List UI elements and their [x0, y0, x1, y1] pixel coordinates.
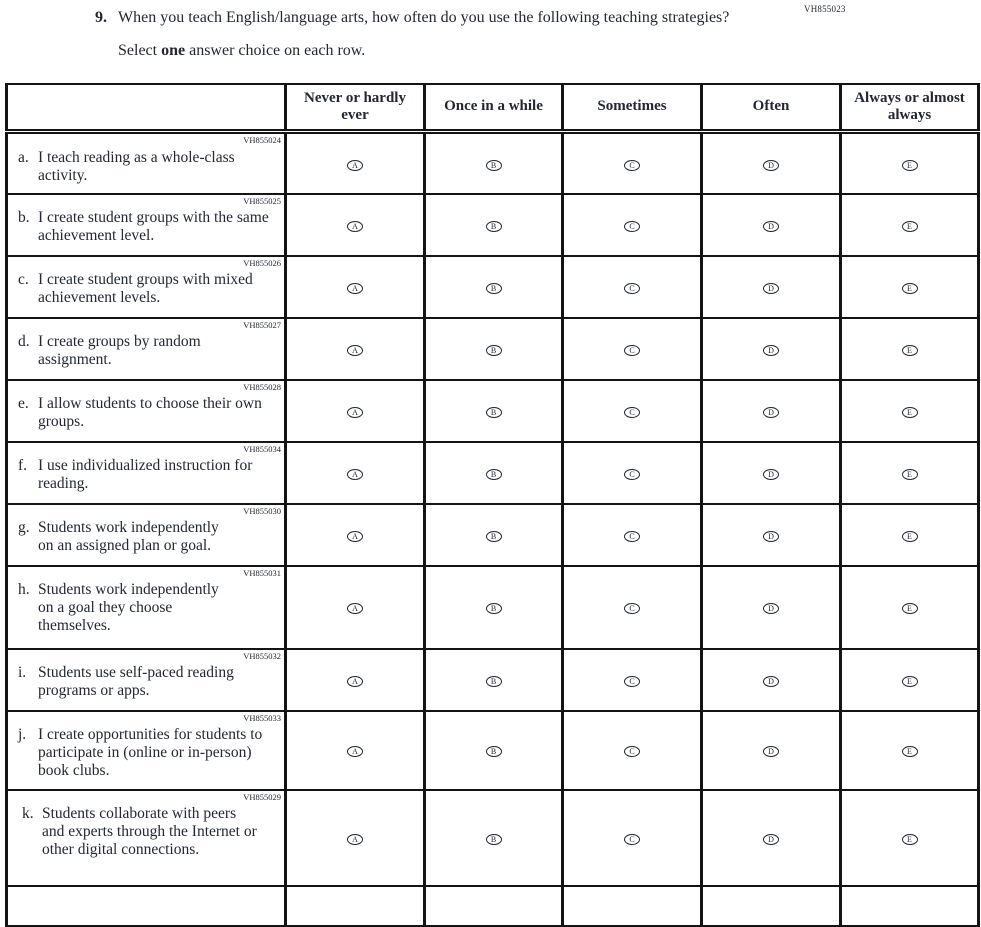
answer-bubble-d[interactable]: D — [763, 469, 779, 480]
answer-bubble-e[interactable]: E — [902, 834, 918, 845]
row-letter: g. — [18, 519, 30, 537]
row-text: I create opportunities for students to participate in (online or in-person) book clubs. — [38, 726, 263, 779]
answer-cell — [425, 566, 563, 649]
answer-cell — [841, 442, 979, 504]
statement-cell — [7, 790, 286, 886]
column-header-once-in-a-while: Once in a while — [425, 84, 563, 132]
answer-bubble-c[interactable]: C — [624, 407, 640, 418]
statement-cell — [7, 504, 286, 566]
answer-bubble-d[interactable]: D — [763, 345, 779, 356]
answer-bubble-b[interactable]: B — [486, 160, 502, 171]
answer-bubble-c[interactable]: C — [624, 469, 640, 480]
column-header-always: Always or almost always — [841, 84, 979, 132]
answer-cell — [841, 380, 979, 442]
answer-cell — [286, 380, 425, 442]
answer-cell — [702, 649, 841, 711]
answer-cell — [563, 256, 702, 318]
table-row — [7, 318, 979, 380]
answer-bubble-c[interactable]: C — [624, 603, 640, 614]
instruction-post: answer choice on each row. — [185, 42, 366, 60]
answer-bubble-a[interactable]: A — [347, 676, 363, 687]
answer-bubble-e[interactable]: E — [902, 221, 918, 232]
row-statement — [14, 149, 272, 184]
row-statement — [14, 805, 262, 858]
answer-bubble-a[interactable]: A — [347, 407, 363, 418]
answer-cell — [841, 132, 979, 194]
answer-bubble-c[interactable]: C — [624, 746, 640, 757]
row-letter: d. — [18, 333, 30, 351]
row-text: I use individualized instruction for reading. — [38, 457, 253, 493]
statement-cell — [7, 649, 286, 711]
answer-bubble-e[interactable]: E — [902, 160, 918, 171]
answer-cell — [286, 256, 425, 318]
answer-bubble-a[interactable]: A — [347, 283, 363, 294]
statement-cell — [7, 256, 286, 318]
answer-cell — [841, 790, 979, 886]
answer-cell — [702, 318, 841, 380]
answer-cell — [286, 194, 425, 256]
row-text: I create student groups with the same achievement level. — [38, 209, 269, 245]
answer-bubble-b[interactable]: B — [486, 603, 502, 614]
answer-bubble-d[interactable]: D — [763, 531, 779, 542]
answer-bubble-d[interactable]: D — [763, 407, 779, 418]
row-code: VH855031 — [243, 567, 281, 578]
answer-cell — [425, 132, 563, 194]
table-row — [7, 649, 979, 711]
question-number: 9. — [95, 9, 107, 26]
empty-header-cell — [7, 84, 286, 132]
answer-cell — [425, 886, 563, 926]
question-instruction — [118, 42, 981, 60]
answer-bubble-a[interactable]: A — [347, 160, 363, 171]
table-row — [7, 256, 979, 318]
row-text: Students collaborate with peers and experts through the Internet or other digital connections. — [42, 805, 257, 858]
answer-cell — [286, 790, 425, 886]
statement-cell — [7, 194, 286, 256]
statement-cell — [7, 886, 286, 926]
row-code: VH855026 — [243, 257, 281, 268]
answer-bubble-d[interactable]: D — [763, 746, 779, 757]
row-statement — [14, 664, 272, 699]
answer-bubble-e[interactable]: E — [902, 283, 918, 294]
row-code: VH855034 — [243, 443, 281, 454]
answer-cell — [702, 711, 841, 790]
answer-bubble-b[interactable]: B — [486, 531, 502, 542]
answer-cell — [425, 442, 563, 504]
row-statement — [14, 519, 236, 554]
answer-cell — [563, 711, 702, 790]
answer-cell — [702, 886, 841, 926]
answer-bubble-b[interactable]: B — [486, 676, 502, 687]
answer-cell — [702, 194, 841, 256]
column-header-never: Never or hardly ever — [286, 84, 425, 132]
answer-cell — [286, 504, 425, 566]
answer-bubble-c[interactable]: C — [624, 676, 640, 687]
answer-bubble-d[interactable]: D — [763, 834, 779, 845]
row-text: I create student groups with mixed achievement levels. — [38, 271, 253, 307]
answer-cell — [563, 649, 702, 711]
answer-bubble-c[interactable]: C — [624, 283, 640, 294]
answer-cell — [286, 886, 425, 926]
answer-cell — [286, 566, 425, 649]
answer-bubble-d[interactable]: D — [763, 283, 779, 294]
row-letter: f. — [18, 457, 28, 475]
answer-cell — [425, 504, 563, 566]
instruction-pre: Select — [118, 42, 162, 60]
row-letter: c. — [18, 271, 29, 289]
answer-bubble-e[interactable]: E — [902, 531, 918, 542]
answer-bubble-a[interactable]: A — [347, 746, 363, 757]
answer-cell — [702, 442, 841, 504]
answer-cell — [563, 194, 702, 256]
table-row — [7, 711, 979, 790]
answer-bubble-a[interactable]: A — [347, 469, 363, 480]
answer-bubble-a[interactable]: A — [347, 603, 363, 614]
row-code: VH855029 — [243, 791, 281, 802]
answer-bubble-d[interactable]: D — [763, 221, 779, 232]
column-header-often: Often — [702, 84, 841, 132]
answer-bubble-c[interactable]: C — [624, 531, 640, 542]
row-text: Students work independently on an assigned plan or goal. — [38, 519, 219, 555]
answer-bubble-c[interactable]: C — [624, 160, 640, 171]
row-statement — [14, 581, 236, 634]
answer-bubble-a[interactable]: A — [347, 531, 363, 542]
row-statement — [14, 457, 272, 492]
answer-cell — [841, 256, 979, 318]
row-statement — [14, 395, 272, 430]
table-row — [7, 442, 979, 504]
answer-cell — [563, 132, 702, 194]
answer-cell — [286, 132, 425, 194]
answer-cell — [286, 711, 425, 790]
row-code: VH855030 — [243, 505, 281, 516]
header-row — [7, 84, 979, 132]
table-row — [7, 790, 979, 886]
row-letter: b. — [18, 209, 30, 227]
answer-cell — [702, 504, 841, 566]
answer-bubble-c[interactable]: C — [624, 834, 640, 845]
row-letter: h. — [18, 581, 30, 599]
page-question-code: VH855023 — [804, 4, 846, 14]
table-row — [7, 504, 979, 566]
answer-bubble-c[interactable]: C — [624, 221, 640, 232]
answer-cell — [425, 318, 563, 380]
answer-cell — [563, 504, 702, 566]
answer-cell — [425, 256, 563, 318]
answer-bubble-b[interactable]: B — [486, 221, 502, 232]
row-letter: i. — [18, 664, 27, 682]
answer-cell — [286, 649, 425, 711]
answer-cell — [841, 886, 979, 926]
answer-bubble-b[interactable]: B — [486, 345, 502, 356]
row-letter: k. — [22, 805, 34, 823]
answer-bubble-e[interactable]: E — [902, 603, 918, 614]
answer-bubble-e[interactable]: E — [902, 676, 918, 687]
row-statement — [14, 209, 272, 244]
statement-cell — [7, 711, 286, 790]
answer-bubble-d[interactable]: D — [763, 160, 779, 171]
answer-cell — [425, 711, 563, 790]
table-body — [7, 132, 979, 926]
answer-cell — [563, 380, 702, 442]
answer-cell — [425, 790, 563, 886]
answer-bubble-b[interactable]: B — [486, 283, 502, 294]
row-code: VH855024 — [243, 135, 281, 146]
answer-bubble-c[interactable]: C — [624, 345, 640, 356]
row-text: Students use self-paced reading programs or apps. — [38, 664, 234, 700]
answer-cell — [286, 442, 425, 504]
answer-cell — [702, 256, 841, 318]
answer-cell — [841, 711, 979, 790]
answer-bubble-b[interactable]: B — [486, 407, 502, 418]
answer-cell — [702, 132, 841, 194]
row-letter: j. — [18, 726, 27, 744]
answer-cell — [563, 318, 702, 380]
table-row-cutoff — [7, 886, 979, 926]
row-statement — [14, 333, 272, 368]
answer-bubble-e[interactable]: E — [902, 746, 918, 757]
answer-cell — [425, 649, 563, 711]
statement-cell — [7, 442, 286, 504]
answer-cell — [702, 380, 841, 442]
row-statement — [14, 271, 272, 306]
row-text: I allow students to choose their own groups. — [38, 395, 262, 431]
answer-bubble-a[interactable]: A — [347, 834, 363, 845]
table-row — [7, 566, 979, 649]
row-text: I create groups by random assignment. — [38, 333, 201, 369]
row-letter: e. — [18, 395, 29, 413]
answer-bubble-d[interactable]: D — [763, 603, 779, 614]
answer-bubble-e[interactable]: E — [902, 407, 918, 418]
column-header-sometimes: Sometimes — [563, 84, 702, 132]
row-statement — [14, 726, 272, 779]
table-row — [7, 380, 979, 442]
answer-bubble-e[interactable]: E — [902, 469, 918, 480]
answer-cell — [425, 194, 563, 256]
row-code: VH855033 — [243, 712, 281, 723]
instruction-bold: one — [161, 42, 186, 60]
row-text: I teach reading as a whole-class activity. — [38, 148, 235, 184]
answer-bubble-b[interactable]: B — [486, 834, 502, 845]
row-code: VH855025 — [243, 195, 281, 206]
answer-cell — [702, 566, 841, 649]
question-text: When you teach English/language arts, how often do you use the following teaching strategies? — [118, 9, 730, 26]
answer-bubble-e[interactable]: E — [902, 345, 918, 356]
answer-bubble-b[interactable]: B — [486, 746, 502, 757]
statement-cell — [7, 566, 286, 649]
table-row — [7, 194, 979, 256]
answer-bubble-a[interactable]: A — [347, 345, 363, 356]
table-row — [7, 132, 979, 194]
answer-cell — [702, 790, 841, 886]
question-block — [95, 0, 981, 61]
row-letter: a. — [18, 148, 29, 166]
answer-bubble-a[interactable]: A — [347, 221, 363, 232]
statement-cell — [7, 380, 286, 442]
answer-bubble-d[interactable]: D — [763, 676, 779, 687]
answer-cell — [286, 318, 425, 380]
statement-cell — [7, 318, 286, 380]
answer-cell — [841, 566, 979, 649]
answer-cell — [425, 380, 563, 442]
row-code: VH855032 — [243, 650, 281, 661]
answer-cell — [563, 442, 702, 504]
answer-matrix-table — [5, 83, 980, 927]
answer-cell — [841, 318, 979, 380]
row-text: Students work independently on a goal they choose themselves. — [38, 581, 219, 634]
answer-bubble-b[interactable]: B — [486, 469, 502, 480]
answer-cell — [563, 790, 702, 886]
row-code: VH855027 — [243, 319, 281, 330]
answer-cell — [841, 649, 979, 711]
statement-cell — [7, 132, 286, 194]
answer-cell — [563, 886, 702, 926]
row-code: VH855028 — [243, 381, 281, 392]
answer-cell — [563, 566, 702, 649]
answer-cell — [841, 194, 979, 256]
answer-cell — [841, 504, 979, 566]
